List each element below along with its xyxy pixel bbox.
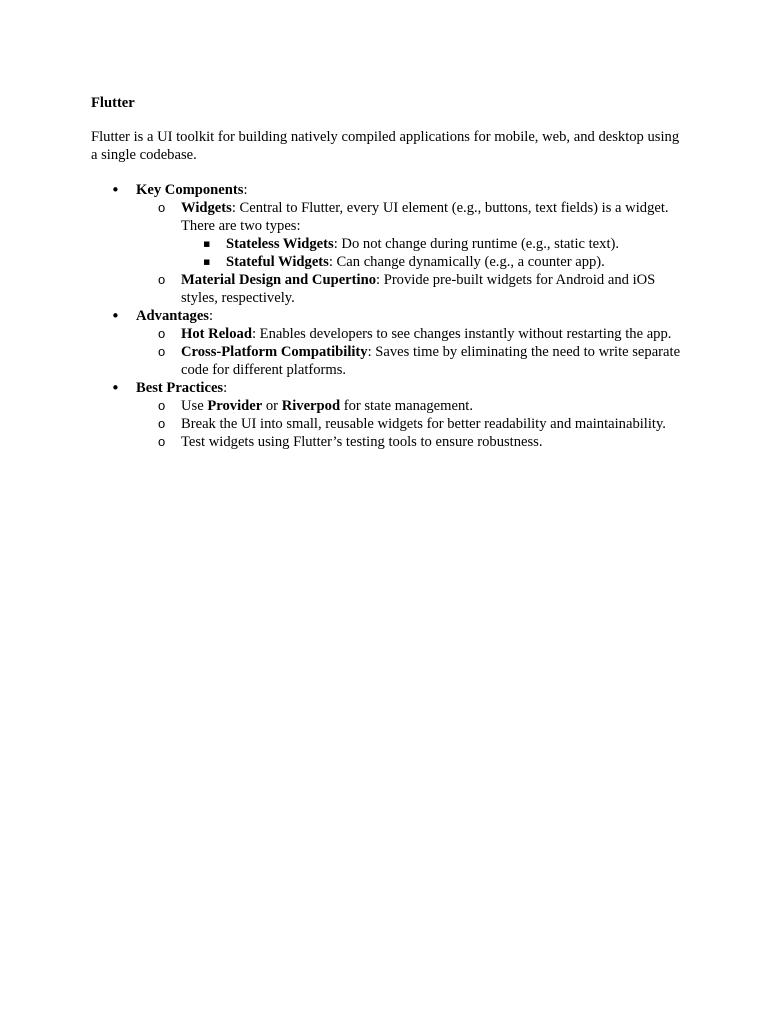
list-item-text bbox=[136, 379, 681, 397]
use-suffix: for state management. bbox=[340, 398, 473, 414]
list-item-text bbox=[181, 271, 681, 307]
bullet-circle-icon: o bbox=[158, 398, 166, 413]
list-item-stateless-widgets bbox=[91, 235, 681, 253]
use-prefix: Use bbox=[181, 398, 208, 414]
bullet-square-icon: ▪ bbox=[203, 255, 211, 268]
bullet-circle-icon: o bbox=[158, 272, 166, 287]
bullet-circle-icon: o bbox=[158, 200, 166, 215]
bullet-circle-icon: o bbox=[158, 416, 166, 431]
term-provider: Provider bbox=[207, 398, 263, 414]
bullet-disc-icon: • bbox=[111, 181, 120, 199]
main-bullet-list bbox=[91, 181, 681, 451]
desc-widgets: : Central to Flutter, every UI element (e.g., buttons, text fields) is a widget. There are two types: bbox=[181, 200, 669, 234]
desc-stateless-widgets: : Do not change during runtime (e.g., static text). bbox=[333, 236, 620, 252]
list-item-advantages bbox=[91, 307, 681, 325]
heading-advantages: Advantages bbox=[136, 308, 209, 324]
list-item-text bbox=[181, 199, 681, 235]
list-item-break-ui bbox=[91, 415, 681, 433]
heading-key-components: Key Components bbox=[136, 182, 244, 198]
term-widgets: Widgets bbox=[181, 200, 232, 216]
bullet-circle-icon: o bbox=[158, 434, 166, 449]
term-stateless-widgets: Stateless Widgets bbox=[226, 236, 334, 252]
bullet-circle-icon: o bbox=[158, 326, 166, 341]
desc-stateful-widgets: : Can change dynamically (e.g., a counter app). bbox=[328, 254, 605, 270]
list-item-text bbox=[136, 181, 681, 199]
term-riverpod: Riverpod bbox=[281, 398, 341, 414]
desc-material-cupertino: : Provide pre-built widgets for Android and iOS styles, respectively. bbox=[181, 272, 656, 306]
desc-cross-platform: : Saves time by eliminating the need to write separate code for different platforms. bbox=[181, 344, 681, 378]
term-stateful-widgets: Stateful Widgets bbox=[226, 254, 329, 270]
colon: : bbox=[223, 380, 228, 396]
colon: : bbox=[208, 308, 214, 324]
list-item-text bbox=[181, 325, 681, 343]
bullet-disc-icon: • bbox=[111, 307, 120, 325]
list-item-state-management bbox=[91, 397, 681, 415]
list-item-material-cupertino bbox=[91, 271, 681, 307]
list-item-text bbox=[226, 235, 681, 253]
bullet-disc-icon: • bbox=[111, 379, 120, 397]
use-or: or bbox=[262, 398, 282, 414]
bullet-square-icon: ▪ bbox=[203, 237, 211, 250]
document-page bbox=[91, 94, 681, 451]
document-title: Flutter bbox=[91, 95, 135, 111]
list-item-text: Break the UI into small, reusable widgets for better readability and maintainability. bbox=[181, 416, 666, 432]
list-item-text bbox=[181, 397, 681, 415]
list-item-cross-platform bbox=[91, 343, 681, 379]
list-item-widgets bbox=[91, 199, 681, 235]
list-item-test-widgets bbox=[91, 433, 681, 451]
list-item-stateful-widgets bbox=[91, 253, 681, 271]
term-hot-reload: Hot Reload bbox=[181, 326, 252, 342]
heading-best-practices: Best Practices bbox=[136, 380, 224, 396]
list-item-text bbox=[226, 253, 681, 271]
list-item-key-components bbox=[91, 181, 681, 199]
list-item-text: Test widgets using Flutter’s testing tools to ensure robustness. bbox=[181, 434, 543, 450]
intro-paragraph: Flutter is a UI toolkit for building natively compiled applications for mobile, web, and desktop using a single codebase. bbox=[91, 129, 680, 163]
list-item-hot-reload bbox=[91, 325, 681, 343]
list-item-text bbox=[136, 307, 681, 325]
term-material-cupertino: Material Design and Cupertino bbox=[181, 272, 376, 288]
colon: : bbox=[243, 182, 248, 198]
desc-hot-reload: : Enables developers to see changes instantly without restarting the app. bbox=[251, 326, 672, 342]
list-item-text bbox=[181, 343, 681, 379]
list-item-best-practices bbox=[91, 379, 681, 397]
term-cross-platform: Cross-Platform Compatibility bbox=[181, 344, 368, 360]
bullet-circle-icon: o bbox=[158, 344, 166, 359]
